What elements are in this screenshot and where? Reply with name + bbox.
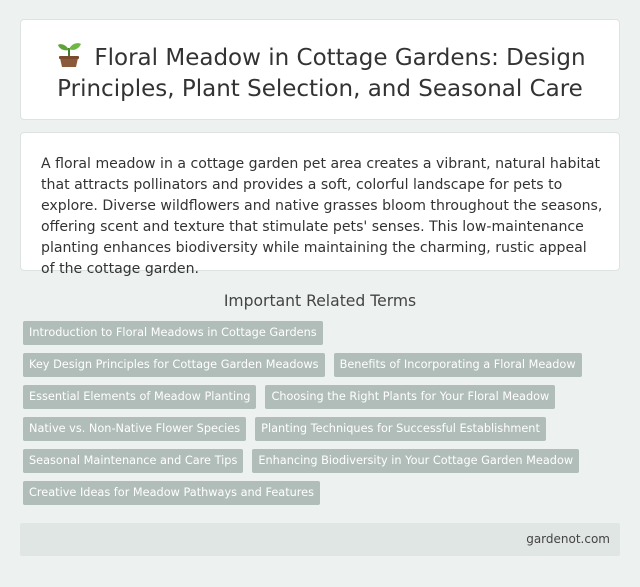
description-card [20,132,620,277]
sprout-icon [54,42,84,68]
description-text: A floral meadow in a cottage garden pet area creates a vibrant, natural habitat that attracts pollinators and provides a soft, colorful landscape for pets to explore. Diverse wildflowers and native grasses bloom throughout the seasons, offering scent and texture that stimulate pets' senses. This low-maintenance planting enhances biodiversity while maintaining the charming, rustic appeal of the cottage garden. [41,156,603,277]
footer-site[interactable]: gardenot.com [526,532,610,546]
related-term-tag[interactable]: Essential Elements of Meadow Planting [23,385,256,409]
related-term-tag[interactable]: Introduction to Floral Meadows in Cottage Gardens [23,321,323,345]
related-term-tag[interactable]: Planting Techniques for Successful Establishment [255,417,546,441]
related-terms-list [20,321,620,505]
related-term-tag[interactable]: Seasonal Maintenance and Care Tips [23,449,243,473]
related-term-tag[interactable]: Choosing the Right Plants for Your Floral Meadow [265,385,555,409]
footer [20,523,620,556]
related-term-tag[interactable]: Enhancing Biodiversity in Your Cottage Garden Meadow [252,449,579,473]
page-title [21,42,619,105]
page-title-text: Floral Meadow in Cottage Gardens: Design Principles, Plant Selection, and Seasonal Care [57,45,586,102]
related-term-tag[interactable]: Key Design Principles for Cottage Garden Meadows [23,353,325,377]
related-term-tag[interactable]: Native vs. Non-Native Flower Species [23,417,246,441]
title-card [20,19,620,120]
related-term-tag[interactable]: Benefits of Incorporating a Floral Meadow [334,353,582,377]
related-terms-heading: Important Related Terms [223,292,417,310]
related-term-tag[interactable]: Creative Ideas for Meadow Pathways and Features [23,481,320,505]
